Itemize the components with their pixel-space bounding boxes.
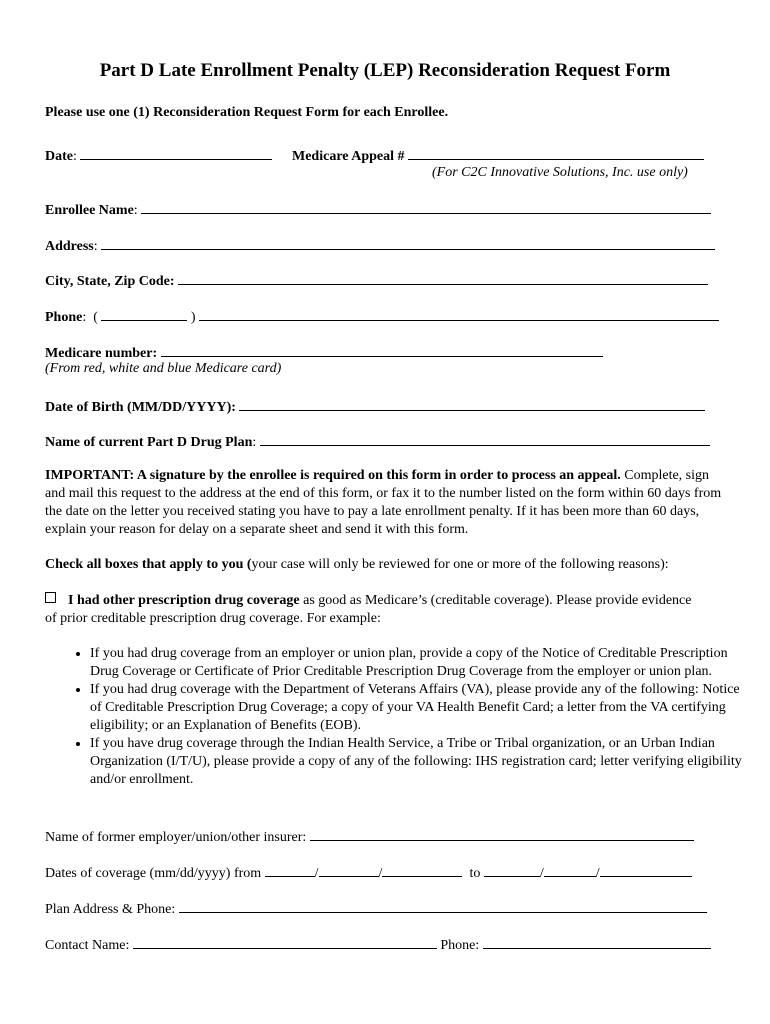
phone-area-code-field[interactable]	[101, 307, 187, 321]
check-instruction	[45, 556, 669, 574]
appeal-label: Medicare Appeal #	[292, 149, 405, 164]
from-day-field[interactable]	[319, 863, 379, 877]
option1-body-text: as good as Medicare’s (creditable coverage). Please provide evidence of prior creditable prescription drug coverage. For example:	[45, 593, 692, 626]
important-body-text: Complete, sign and mail this request to the address at the end of this form, or fax it to the number listed on the form within 60 days from the date on the letter you received stating you have to pay a late enrollment penalty. If it has been more than 60 days, explain your reason for delay on a separate sheet and send it with this form.	[45, 468, 722, 537]
list-item: • If you have drug coverage through the Indian Health Service, a Tribe or Tribal organization, or an Urban Indian Organization (I/T/U), please provide a copy of any of the following: IHS registration card; letter verifying eligibility and/or enrollment.	[90, 735, 752, 789]
medicare-number-field[interactable]	[161, 343, 603, 357]
dob-field[interactable]	[239, 397, 705, 411]
contact-row	[45, 935, 711, 955]
option1-bold-text: I had other prescription drug coverage	[68, 593, 300, 608]
evidence-list	[68, 645, 752, 789]
contact-phone-field[interactable]	[483, 935, 711, 949]
form-instruction: Please use one (1) Reconsideration Request Form for each Enrollee.	[45, 105, 449, 120]
to-label: to	[469, 866, 481, 881]
address-field[interactable]	[101, 236, 715, 250]
option-creditable-coverage	[45, 592, 705, 628]
contact-phone-label: Phone:	[440, 938, 480, 953]
check-bold-text: Check all boxes that apply to you (	[45, 557, 252, 572]
to-year-field[interactable]	[600, 863, 692, 877]
appeal-row	[292, 146, 704, 166]
plan-address-field[interactable]	[179, 899, 707, 913]
important-bold-text: IMPORTANT: A signature by the enrollee is required on this form in order to process an appeal.	[45, 468, 621, 483]
date-row: Date:	[45, 146, 272, 166]
enrollee-row: Enrollee Name:	[45, 200, 711, 220]
city-label: City, State, Zip Code:	[45, 274, 175, 289]
plan-row: Name of current Part D Drug Plan:	[45, 432, 710, 452]
phone-number-field[interactable]	[199, 307, 719, 321]
from-month-field[interactable]	[265, 863, 315, 877]
date-label: Date	[45, 149, 73, 164]
phone-label: Phone	[45, 310, 83, 325]
from-year-field[interactable]	[382, 863, 462, 877]
medicare-note: (From red, white and blue Medicare card)	[45, 361, 282, 376]
medicare-label: Medicare number:	[45, 346, 158, 361]
contact-name-field[interactable]	[133, 935, 437, 949]
plan-name-field[interactable]	[260, 432, 710, 446]
city-state-zip-field[interactable]	[178, 271, 708, 285]
plan-address-label: Plan Address & Phone:	[45, 902, 176, 917]
appeal-field[interactable]	[408, 146, 704, 160]
employer-label: Name of former employer/union/other insurer:	[45, 830, 307, 845]
employer-field[interactable]	[310, 827, 694, 841]
contact-name-label: Contact Name:	[45, 938, 130, 953]
to-day-field[interactable]	[544, 863, 596, 877]
employer-row	[45, 827, 694, 847]
list-item: • If you had drug coverage with the Department of Veterans Affairs (VA), please provide any of the following: Notice of Creditable Prescription Drug Coverage; a copy of your VA Health Benefit Card; a letter from the VA certifying eligibility; or an Explanation of Benefits (EOB).	[90, 681, 752, 735]
form-title: Part D Late Enrollment Penalty (LEP) Reconsideration Request Form	[99, 60, 671, 81]
coverage-dates-label: Dates of coverage (mm/dd/yyyy) from	[45, 866, 262, 881]
dob-label: Date of Birth (MM/DD/YYYY):	[45, 400, 236, 415]
date-field[interactable]	[80, 146, 272, 160]
coverage-dates-row: Dates of coverage (mm/dd/yyyy) from / / to / /	[45, 863, 692, 883]
appeal-note: (For C2C Innovative Solutions, Inc. use only)	[432, 165, 688, 180]
important-notice	[45, 467, 730, 539]
creditable-coverage-checkbox[interactable]	[45, 592, 56, 603]
plan-address-row	[45, 899, 707, 919]
address-row: Address:	[45, 236, 715, 256]
phone-row: Phone: ( )	[45, 307, 719, 327]
enrollee-name-field[interactable]	[141, 200, 711, 214]
enrollee-label: Enrollee Name	[45, 203, 134, 218]
list-item: • If you had drug coverage from an employer or union plan, provide a copy of the Notice of Creditable Prescription Drug Coverage or Certificate of Prior Creditable Prescription Drug Coverage from the employer or union plan.	[90, 645, 752, 681]
address-label: Address	[45, 239, 94, 254]
city-row	[45, 271, 708, 291]
plan-label: Name of current Part D Drug Plan	[45, 435, 253, 450]
check-body-text: your case will only be reviewed for one or more of the following reasons):	[251, 557, 669, 572]
dob-row	[45, 397, 705, 417]
to-month-field[interactable]	[484, 863, 540, 877]
